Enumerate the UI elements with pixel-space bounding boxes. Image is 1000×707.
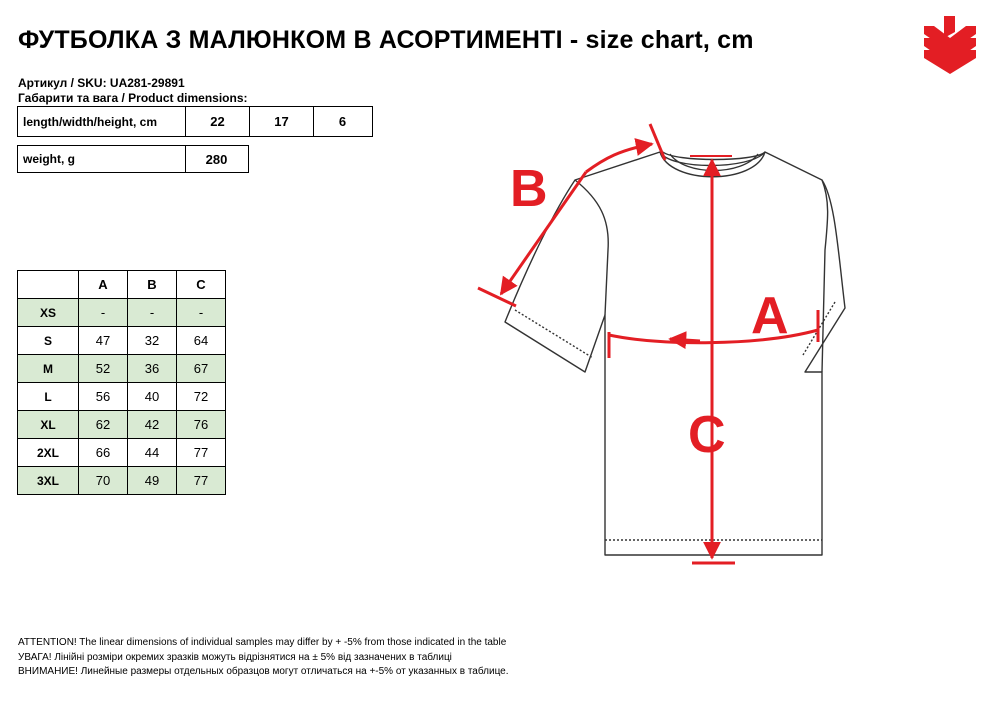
- table-cell: 64: [177, 327, 226, 355]
- table-row: [18, 327, 226, 355]
- weight-label: weight, g: [23, 152, 75, 166]
- length-value: 22: [185, 107, 249, 136]
- size-label: 2XL: [18, 439, 79, 467]
- weight-value: 280: [185, 146, 247, 172]
- table-cell: 62: [79, 411, 128, 439]
- size-table: [17, 270, 226, 495]
- table-cell: 66: [79, 439, 128, 467]
- table-cell: 67: [177, 355, 226, 383]
- table-row: [18, 439, 226, 467]
- table-cell: 36: [128, 355, 177, 383]
- size-label: XL: [18, 411, 79, 439]
- table-cell: 56: [79, 383, 128, 411]
- table-row: [18, 467, 226, 495]
- table-cell: -: [128, 299, 177, 327]
- table-cell: 76: [177, 411, 226, 439]
- note-en: ATTENTION! The linear dimensions of individual samples may differ by + -5% from those indicated in the table: [18, 637, 507, 648]
- table-header-cell: C: [177, 271, 226, 299]
- table-header-cell: [18, 271, 79, 299]
- table-row: [18, 299, 226, 327]
- table-cell: -: [79, 299, 128, 327]
- dimensions-label: length/width/height, cm: [23, 114, 157, 129]
- weight-box: [17, 145, 249, 173]
- height-value: 6: [313, 107, 371, 136]
- size-label: 3XL: [18, 467, 79, 495]
- width-value: 17: [249, 107, 313, 136]
- dimensions-heading: Габарити та вага / Product dimensions:: [18, 91, 248, 105]
- table-cell: 32: [128, 327, 177, 355]
- sku-line: Артикул / SKU: UA281-29891: [18, 76, 185, 90]
- table-cell: 47: [79, 327, 128, 355]
- table-cell: 72: [177, 383, 226, 411]
- label-b: B: [510, 160, 548, 218]
- table-row: [18, 383, 226, 411]
- table-header-row: [18, 271, 226, 299]
- table-cell: 70: [79, 467, 128, 495]
- table-header-cell: A: [79, 271, 128, 299]
- page-title: ФУТБОЛКА З МАЛЮНКОМ В АСОРТИМЕНТІ - size chart, cm: [18, 26, 754, 54]
- table-header-cell: B: [128, 271, 177, 299]
- table-cell: -: [177, 299, 226, 327]
- disclaimer-notes: [18, 636, 509, 680]
- table-cell: 52: [79, 355, 128, 383]
- table-cell: 49: [128, 467, 177, 495]
- table-cell: 77: [177, 467, 226, 495]
- note-uk: УВАГА! Лінійні розміри окремих зразків можуть відрізнятися на ± 5% від зазначених в таблиці: [18, 651, 452, 663]
- table-cell: 42: [128, 411, 177, 439]
- label-a: A: [751, 287, 789, 345]
- size-label: M: [18, 355, 79, 383]
- table-cell: 77: [177, 439, 226, 467]
- tshirt-measurement-diagram: [460, 110, 940, 580]
- table-cell: 40: [128, 383, 177, 411]
- label-c: C: [688, 406, 726, 464]
- table-cell: 44: [128, 439, 177, 467]
- size-label: L: [18, 383, 79, 411]
- table-row: [18, 355, 226, 383]
- note-ru: ВНИМАНИЕ! Линейные размеры отдельных образцов могут отличаться на +-5% от указанных в таблице.: [18, 666, 509, 677]
- table-row: [18, 411, 226, 439]
- brand-logo-icon: [920, 14, 980, 74]
- size-label: S: [18, 327, 79, 355]
- dimensions-box: [17, 106, 373, 137]
- size-label: XS: [18, 299, 79, 327]
